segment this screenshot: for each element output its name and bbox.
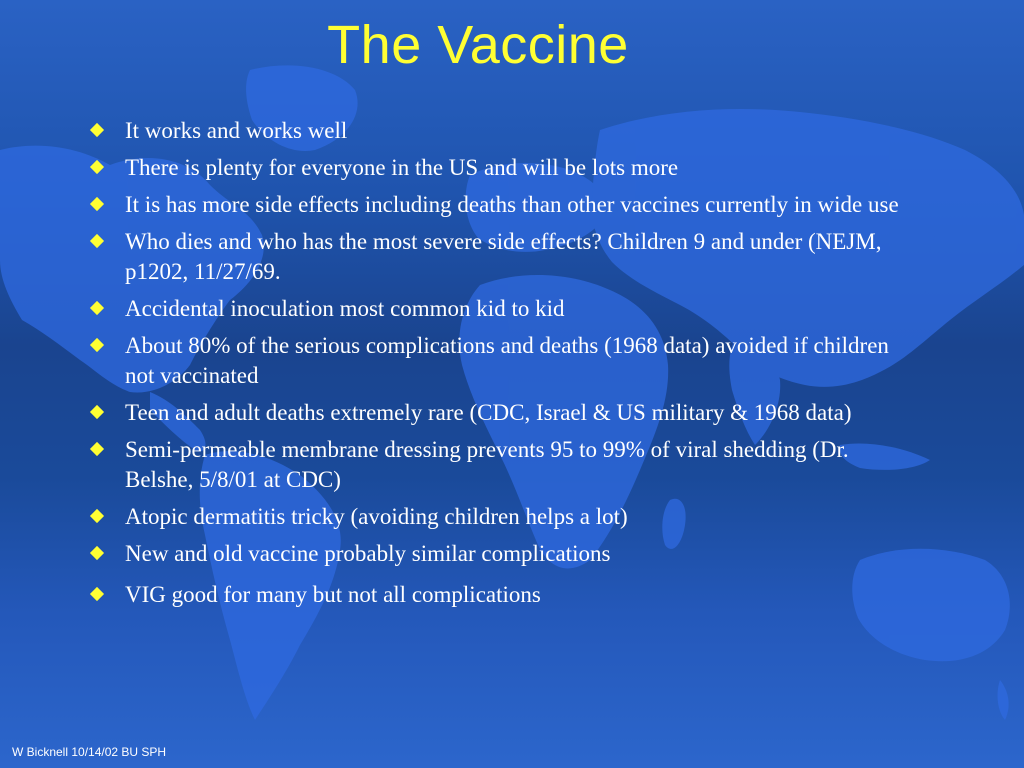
bullet-list — [88, 116, 918, 617]
bullet-item — [88, 539, 918, 569]
bullet-item — [88, 227, 918, 287]
bullet-item — [88, 153, 918, 183]
diamond-bullet-icon — [90, 234, 104, 248]
diamond-bullet-icon — [90, 442, 104, 456]
bullet-item — [88, 502, 918, 532]
bullet-text: It is has more side effects including deaths than other vaccines currently in wide use — [125, 192, 899, 217]
bullet-text: Semi-permeable membrane dressing prevents 95 to 99% of viral shedding (Dr. Belshe, 5/8/01 at CDC) — [125, 437, 849, 492]
bullet-item — [88, 435, 918, 495]
diamond-bullet-icon — [90, 338, 104, 352]
bullet-item — [88, 190, 918, 220]
bullet-text: Who dies and who has the most severe side effects? Children 9 and under (NEJM, p1202, 11/27/69. — [125, 229, 882, 284]
diamond-bullet-icon — [90, 509, 104, 523]
diamond-bullet-icon — [90, 160, 104, 174]
diamond-bullet-icon — [90, 587, 104, 601]
bullet-item — [88, 331, 918, 391]
bullet-text: New and old vaccine probably similar complications — [125, 541, 611, 566]
diamond-bullet-icon — [90, 197, 104, 211]
bullet-text: VIG good for many but not all complications — [125, 582, 541, 607]
bullet-text: Accidental inoculation most common kid to kid — [125, 296, 565, 321]
diamond-bullet-icon — [90, 405, 104, 419]
bullet-item — [88, 116, 918, 146]
bullet-text: About 80% of the serious complications and deaths (1968 data) avoided if children not vaccinated — [125, 333, 889, 388]
bullet-item — [88, 580, 918, 610]
bullet-text: There is plenty for everyone in the US and will be lots more — [125, 155, 679, 180]
diamond-bullet-icon — [90, 123, 104, 137]
bullet-item — [88, 398, 918, 428]
slide-footer: W Bicknell 10/14/02 BU SPH — [12, 745, 167, 759]
bullet-item — [88, 294, 918, 324]
continent-new-zealand — [998, 680, 1009, 720]
diamond-bullet-icon — [90, 546, 104, 560]
bullet-text: Atopic dermatitis tricky (avoiding children helps a lot) — [125, 504, 628, 529]
slide-title: The Vaccine — [327, 15, 629, 75]
bullet-text: Teen and adult deaths extremely rare (CDC, Israel & US military & 1968 data) — [125, 400, 852, 425]
diamond-bullet-icon — [90, 301, 104, 315]
bullet-text: It works and works well — [125, 118, 348, 143]
